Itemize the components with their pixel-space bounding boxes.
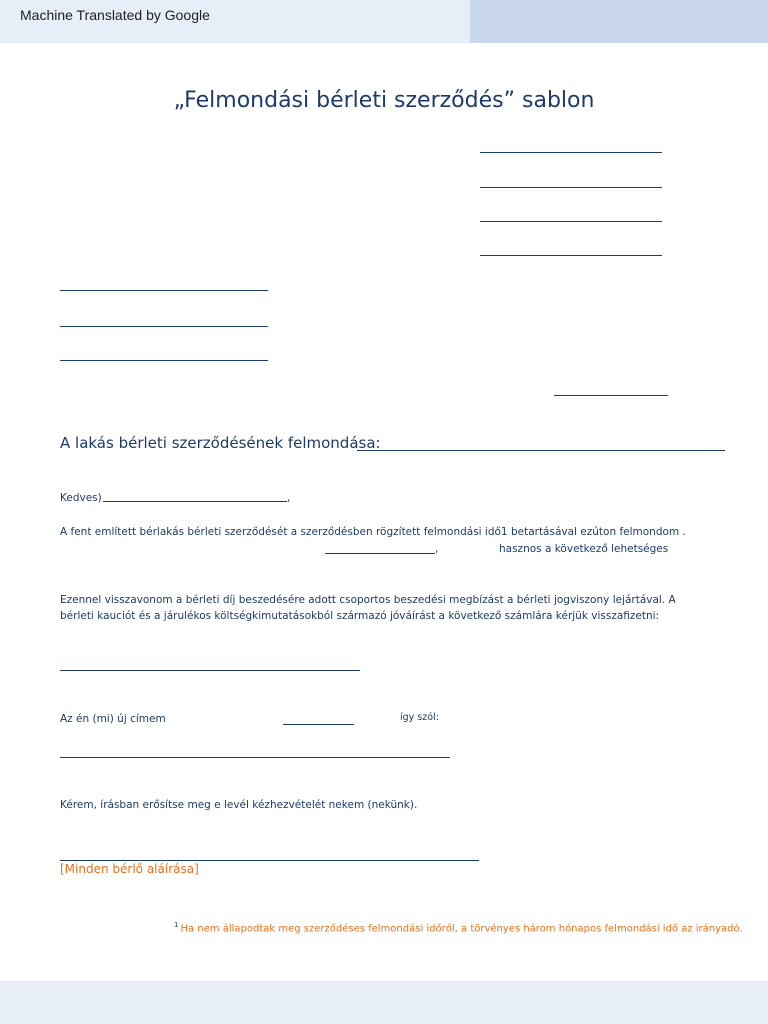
recipient-line-1: [60, 290, 268, 291]
termination-paragraph-line-2: hasznos a következő lehetséges: [499, 543, 669, 555]
new-address-line: [60, 757, 450, 758]
banner-text: Machine Translated by Google: [20, 7, 210, 23]
sender-line-4: [480, 255, 662, 256]
recipient-line-2: [60, 326, 268, 327]
salutation-comma: ,: [287, 492, 291, 504]
footnote-text: Ha nem állapodtak meg szerződéses felmondási időről, a törvényes három hónapos felmondási idő az irányadó.: [180, 923, 743, 935]
sender-line-3: [480, 221, 662, 222]
date-line: [554, 395, 668, 396]
subject-heading: A lakás bérleti szerződésének felmondása:: [60, 434, 381, 452]
footer-band: [0, 981, 768, 1024]
new-address-short-line: [283, 724, 354, 725]
footnote: [174, 921, 743, 934]
sender-line-1: [480, 152, 662, 153]
refund-paragraph: Ezennel visszavonom a bérleti díj beszedésére adott csoportos beszedési megbízást a bérleti jogviszony lejártával. A bérleti kauciót és a járulékos költségkimutatásokból származó jóváírást a következő számlára kérjük visszafizetni:: [60, 594, 676, 622]
banner-right-panel: [470, 0, 768, 43]
translation-banner: [0, 0, 768, 43]
sender-line-2: [480, 187, 662, 188]
signature-label: [Minden bérlő aláírása]: [60, 862, 199, 876]
new-address-label: Az én (mi) új címem: [60, 713, 166, 725]
subject-line: [357, 450, 725, 451]
termination-date-line: [325, 553, 435, 554]
termination-date-comma: ,: [435, 543, 439, 555]
recipient-line-3: [60, 360, 268, 361]
signature-line: [60, 860, 479, 861]
document-title: „Felmondási bérleti szerződés” sablon: [173, 88, 595, 113]
confirmation-request: Kérem, írásban erősítse meg e levél kézhezvételét nekem (nekünk).: [60, 799, 418, 811]
salutation-name-line: [103, 501, 287, 502]
footnote-marker: 1: [174, 921, 179, 929]
salutation: Kedves): [60, 492, 102, 504]
bank-account-line: [60, 670, 360, 671]
termination-paragraph-line-1: A fent említett bérlakás bérleti szerződését a szerződésben rögzített felmondási idő1 betartásával ezúton felmondom .: [60, 526, 686, 538]
new-address-suffix: így szól:: [400, 712, 439, 723]
